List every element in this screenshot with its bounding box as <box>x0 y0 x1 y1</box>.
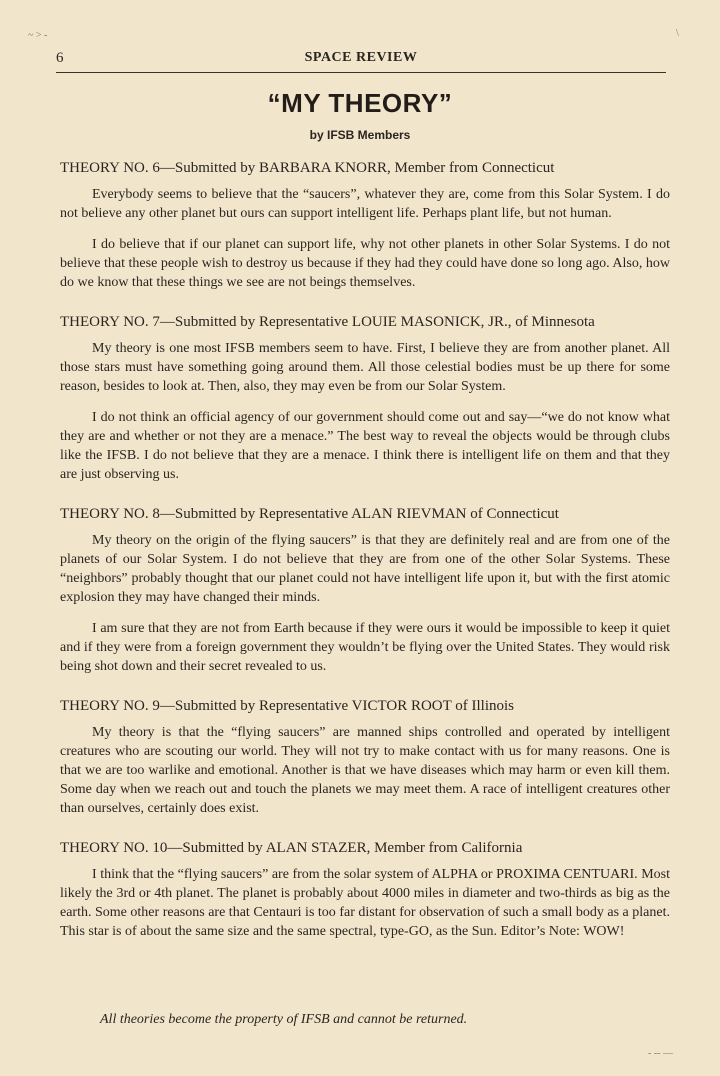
theory-heading: THEORY NO. 6—Submitted by BARBARA KNORR, Member from Connecticut <box>60 160 555 176</box>
running-title: SPACE REVIEW <box>304 50 418 65</box>
theory-entry <box>60 506 670 676</box>
theory-body <box>60 185 670 292</box>
page-number: 6 <box>56 50 64 66</box>
byline: by IFSB Members <box>309 128 411 142</box>
theory-body <box>60 339 670 484</box>
theory-heading: THEORY NO. 7—Submitted by Representative LOUIE MASONICK, JR., of Minnesota <box>60 314 595 330</box>
theory-body <box>60 723 670 818</box>
theory-paragraph: I am sure that they are not from Earth because if they were ours it would be impossible to keep it quiet and if they were from a foreign government they wouldn’t be flying over the United States. They would risk being shot down and their secret revealed to us. <box>60 621 670 674</box>
theory-paragraph: I do believe that if our planet can support life, why not other planets in other Solar Systems. I do not believe that these people wish to destroy us because if they had they could have done so long ago. Also, how do we know that these things we see are not beings themselves. <box>60 237 670 290</box>
theory-body <box>60 531 670 676</box>
theory-entry <box>60 698 670 818</box>
article-content <box>60 160 670 963</box>
theory-entry <box>60 160 670 292</box>
theory-paragraph: I do not think an official agency of our government should come out and say—“we do not know what they are and whether or not they are a menace.” The best way to reveal the objects would be through clubs like the IFSB. I do not believe that they are a menace. I think there is intelligent life on them and that they are just observing us. <box>60 410 670 482</box>
margin-mark: - -- — <box>648 1048 673 1059</box>
theory-heading: THEORY NO. 9—Submitted by Representative VICTOR ROOT of Illinois <box>60 698 515 714</box>
theory-entry <box>60 840 670 941</box>
margin-mark: ~ > - <box>28 30 48 41</box>
theory-paragraph: My theory is one most IFSB members seem to have. First, I believe they are from another planet. All those stars must have something going around them. All those celestial bodies must be up there for some reason, besides to look at. Then, also, they may even be from our Solar System. <box>60 341 670 394</box>
theory-paragraph: My theory is that the “flying saucers” are manned ships controlled and operated by intelligent creatures who are scouting our world. They will not try to make contact with us for many reasons. One is that we are too warlike and emotional. Another is that we have diseases which may harm or even kill them. Some day when we reach out and touch the planets we may meet them. A race of intelligent creatures other than ourselves, certainly does exist. <box>60 725 670 816</box>
theory-paragraph: My theory on the origin of the flying saucers” is that they are definitely real and are from one of the planets of our Solar System. I do not believe that they are from one of the other Solar Systems. These “neighbors” probably thought that our planet could not have intelligent life upon it, but with the first atomic explosion they may have changed their minds. <box>60 533 670 605</box>
theory-heading: THEORY NO. 8—Submitted by Representative ALAN RIEVMAN of Connecticut <box>60 506 559 522</box>
page-title: “MY THEORY” <box>267 88 453 118</box>
theory-body <box>60 865 670 941</box>
footer-note: All theories become the property of IFSB and cannot be returned. <box>100 1012 468 1027</box>
theory-heading: THEORY NO. 10—Submitted by ALAN STAZER, Member from California <box>60 840 523 856</box>
margin-mark: \ <box>676 28 679 39</box>
theory-paragraph: I think that the “flying saucers” are from the solar system of ALPHA or PROXIMA CENTUARI. Most likely the 3rd or 4th planet. The planet is probably about 4000 miles in diameter and two-thirds as big as the earth. Some other reasons are that Centauri is too far distant for observation of such a small body as a planet. This star is of about the same size and the same spectral, type-GO, as the Sun. Editor’s Note: WOW! <box>60 867 670 939</box>
page-header <box>56 50 666 73</box>
theory-paragraph: Everybody seems to believe that the “saucers”, whatever they are, come from this Solar System. I do not believe any other planet but ours can support intelligent life. Perhaps plant life, but not human. <box>60 187 670 221</box>
theory-entry <box>60 314 670 484</box>
